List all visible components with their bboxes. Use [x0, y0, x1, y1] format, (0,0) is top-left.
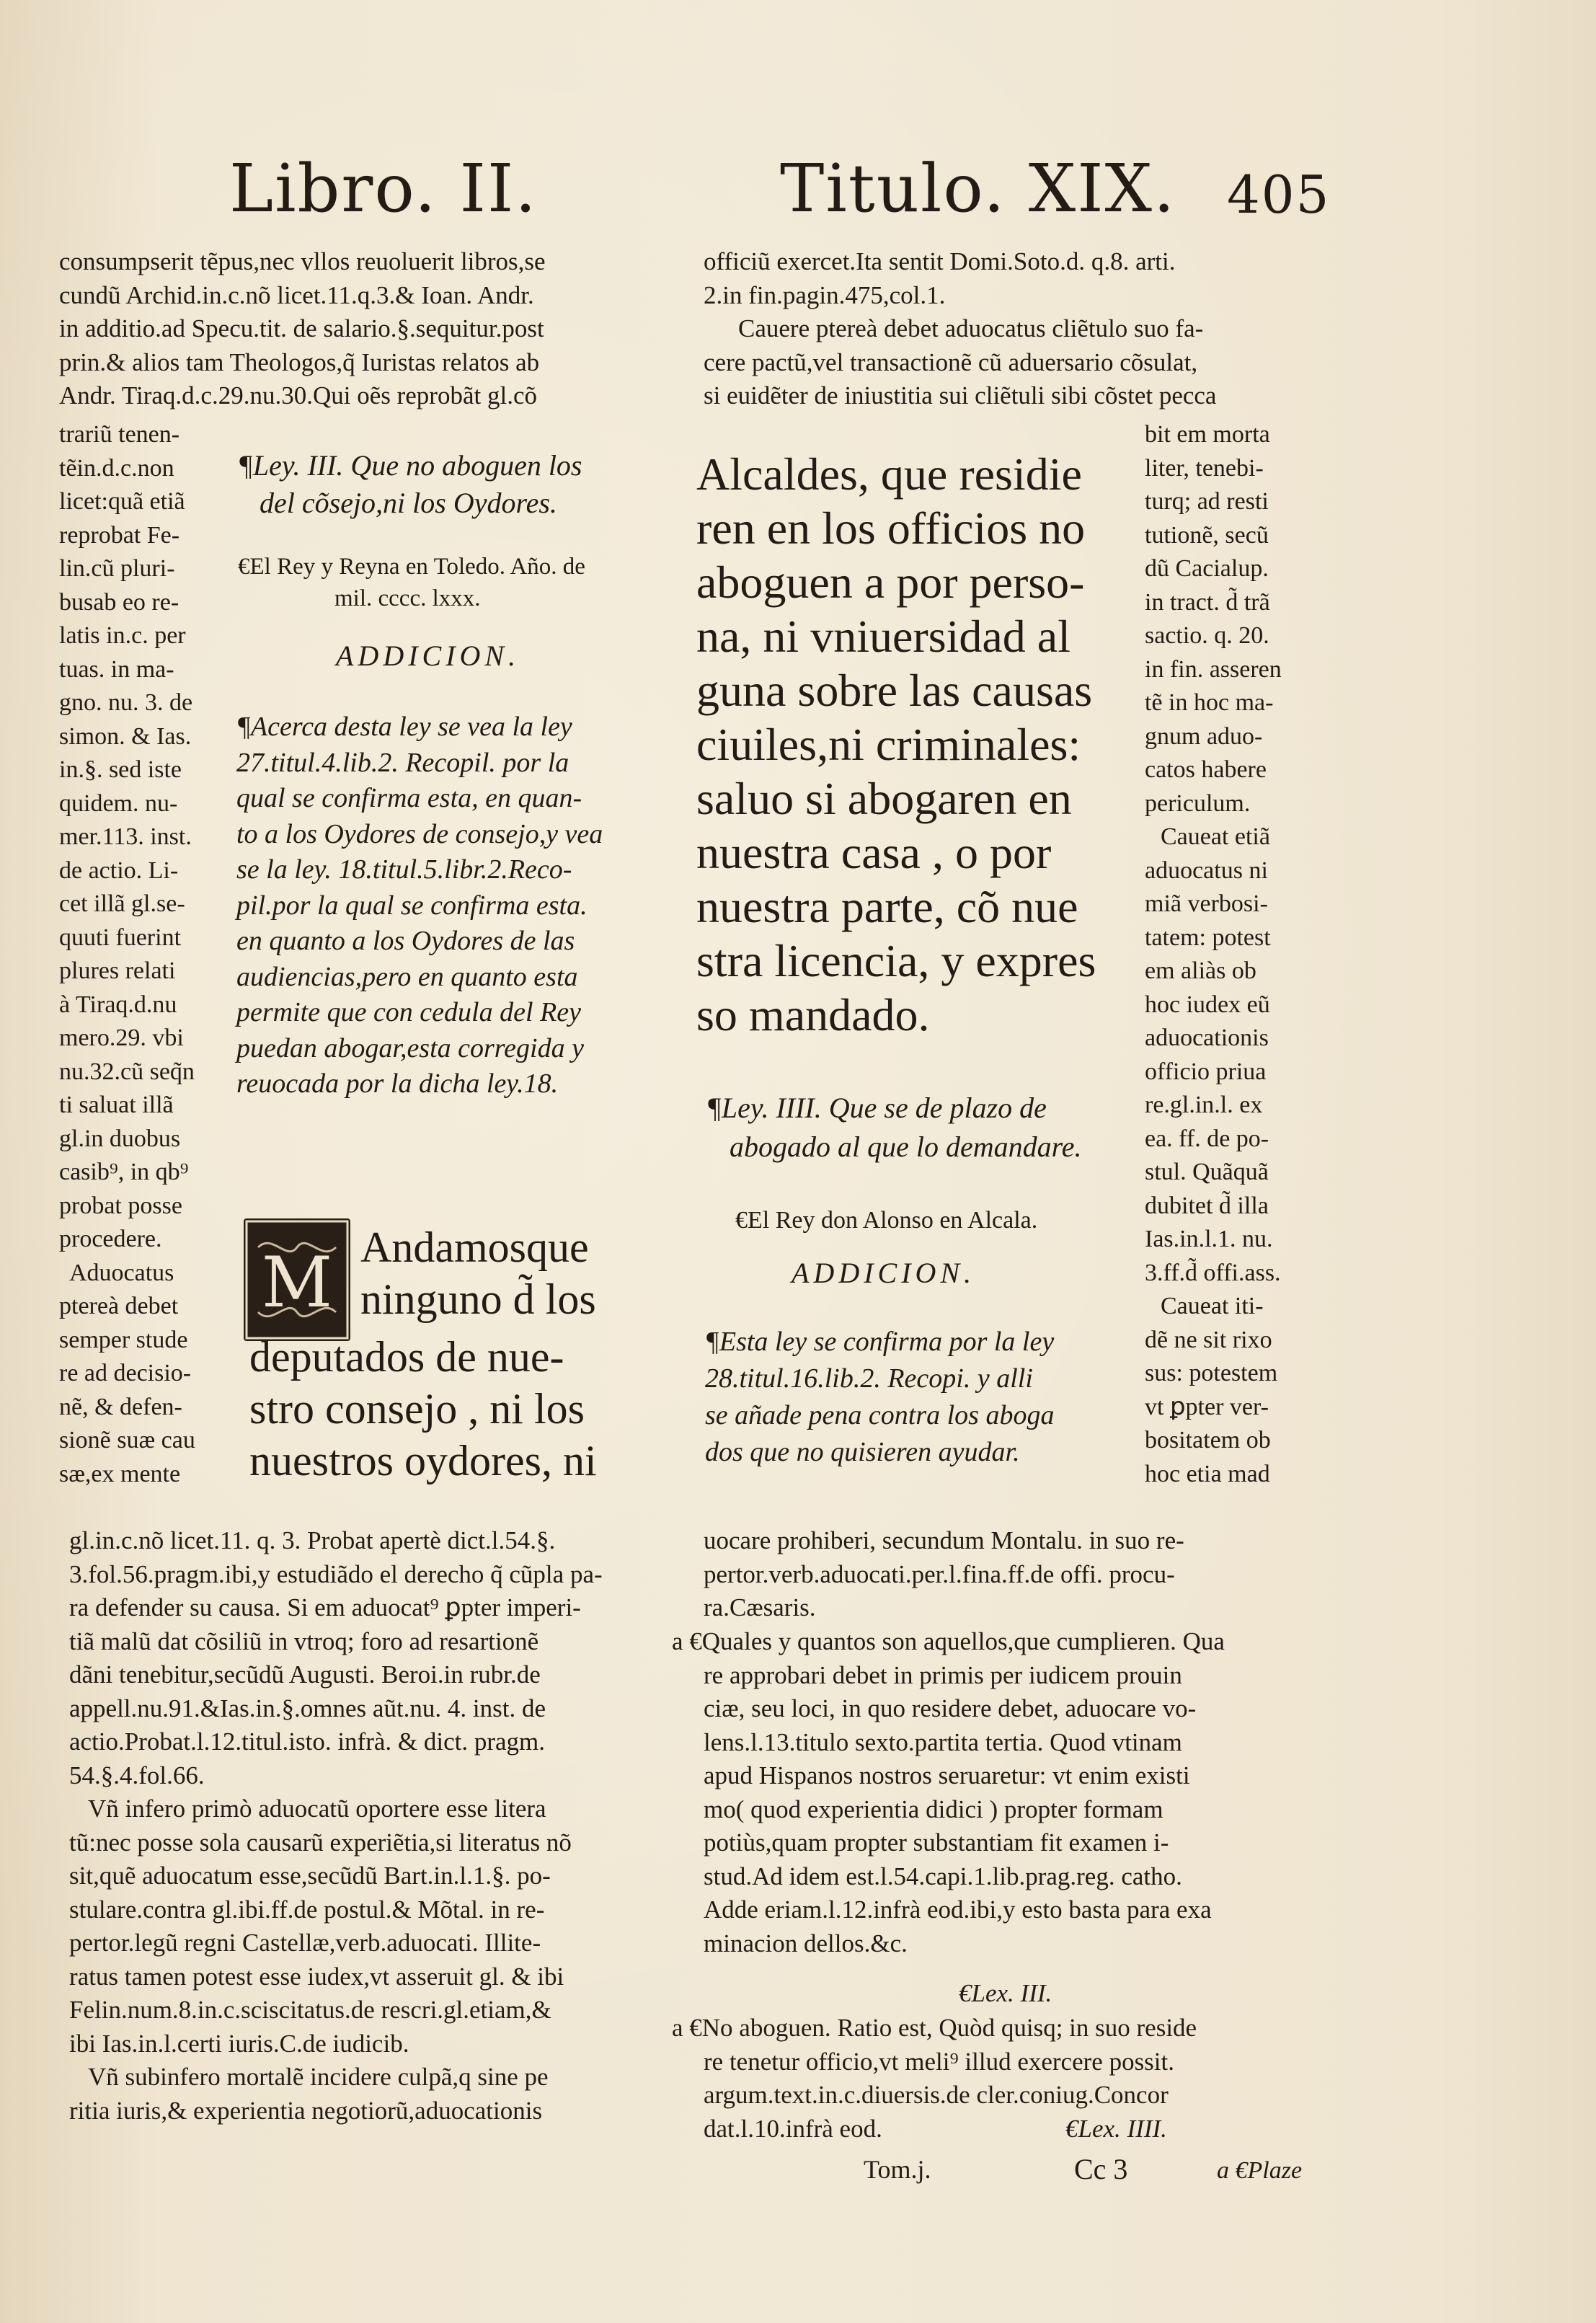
ley-4-source: €El Rey don Alonso en Alcala. [735, 1207, 1038, 1234]
gloss-line: reprobat Fe- [59, 521, 180, 549]
stray-mark [1032, 1058, 1039, 1071]
gloss-line: vt ꝑpter ver- [1145, 1393, 1269, 1420]
gloss-line: Vñ subinfero mortalẽ incidere culpã,q sine pe [88, 2063, 549, 2091]
signature-mark: Cc 3 [1074, 2153, 1128, 2185]
gloss-line: miã verbosi- [1145, 890, 1268, 917]
footnote-line: mo( quod experientia didici ) propter formam [704, 1795, 1163, 1823]
gloss-line: Andr. Tiraq.d.c.29.nu.30.Qui oẽs reprobãt gl.cõ [59, 381, 537, 410]
law-line: na, ni vniuersidad al [696, 611, 1070, 662]
gloss-line: aduocationis [1145, 1025, 1269, 1051]
right-margin-gloss [1145, 418, 1332, 1491]
addicion-line: permite que con cedula del Rey [236, 997, 581, 1027]
gloss-line: pertor.verb.aduocati.per.l.fina.ff.de offi. procu- [704, 1559, 1175, 1588]
gloss-line: gl.in duobus [59, 1125, 181, 1152]
gloss-line: tatem: potest [1145, 924, 1271, 951]
gloss-line: procedere. [59, 1226, 162, 1252]
gloss-line: Cauere ptereà debet aduocatus cliẽtulo suo fa- [738, 314, 1204, 342]
gloss-line: 3.ff.d̃ offi.ass. [1145, 1259, 1281, 1286]
addicion-line: ¶Esta ley se confirma por la ley [705, 1327, 1055, 1357]
gloss-line: gnum aduo- [1145, 722, 1263, 750]
gloss-line: Vñ infero primò aduocatũ oportere esse litera [88, 1795, 546, 1823]
addicion-line: dos que no quisieren ayudar. [705, 1437, 1020, 1467]
law-line: Alcaldes, que residie [696, 448, 1082, 500]
gloss-line: ibi Ias.in.l.certi iuris.C.de iudicib. [69, 2029, 409, 2058]
gloss-line: cet illã gl.se- [59, 890, 185, 917]
addicion-text-right [705, 1324, 1138, 1471]
page-number: 405 [1227, 164, 1331, 225]
gloss-line: quidem. nu- [59, 789, 178, 817]
gloss-line: Aduocatus [69, 1259, 174, 1286]
gloss-line: nẽ, & defen- [59, 1393, 182, 1420]
addicion-line: ¶Acerca desta ley se vea la ley [236, 712, 572, 742]
ley-4-rubric [706, 1089, 1139, 1167]
volume-mark: Tom.j. [864, 2155, 931, 2184]
gloss-line: ritia iuris,& experientia negotiorũ,aduocationis [69, 2096, 543, 2125]
addicion-heading-right: ADDICION. [792, 1257, 976, 1289]
gloss-line: gno. nu. 3. de [59, 689, 193, 716]
gloss-line: ra defender su causa. Si em aduocat⁹ ꝑpter imperi- [69, 1593, 581, 1621]
footnote-line: potiùs,quam propter substantiam fit examen i- [704, 1828, 1169, 1857]
lex-3-label: €Lex. III. [959, 1979, 1052, 2007]
gloss-line: sactio. q. 20. [1145, 622, 1269, 649]
footnote-line: apud Hispanos nostros seruaretur: vt enim existi [704, 1761, 1190, 1789]
law-text-right [696, 447, 1143, 1042]
gloss-line: ti saluat illã [59, 1092, 174, 1118]
gloss-line: mero.29. vbi [59, 1025, 184, 1051]
footnote-line: ciæ, seu loci, in quo residere debet, aduocare vo- [704, 1694, 1197, 1722]
addicion-line: to a los Oydores de consejo,y vea [236, 818, 603, 849]
law-line: nuestros oydores, ni [249, 1437, 597, 1484]
law-line: so mandado. [696, 989, 930, 1040]
gloss-line: semper stude [59, 1326, 188, 1353]
gloss-line: gl.in.c.nõ licet.11. q. 3. Probat apertè dict.l.54.§. [69, 1526, 556, 1554]
running-header-book: Libro. II. [229, 150, 538, 227]
gloss-line: casib⁹, in qb⁹ [59, 1159, 189, 1185]
law-line: aboguen a por perso- [696, 557, 1085, 608]
gloss-line: sus: potestem [1145, 1360, 1278, 1386]
gloss-line: periculum. [1145, 789, 1251, 817]
gloss-line: bit em morta [1145, 421, 1270, 448]
law-line: ren en los officios no [696, 503, 1086, 554]
gloss-line: trariũ tenen- [59, 421, 180, 448]
addicion-line: pil.por la qual se confirma esta. [236, 890, 588, 921]
gloss-line: si euidẽter de iniustitia sui cliẽtuli sibi cõstet pecca [704, 381, 1217, 410]
gloss-line: 3.fol.56.pragm.ibi,y estudiãdo el derecho q̃ cũpla pa- [69, 1559, 603, 1588]
gloss-line: consumpserit tẽpus,nec vllos reuoluerit libros,se [59, 247, 546, 275]
gloss-line: pertor.legũ regni Castellæ,verb.aduocati. Illite- [69, 1929, 541, 1957]
gloss-line: à Tiraq.d.nu [59, 991, 177, 1018]
right-gloss-bottom [704, 1524, 1338, 1625]
decorated-initial-m [244, 1218, 350, 1341]
gloss-line: tuas. in ma- [59, 655, 174, 683]
gloss-line: lin.cũ pluri- [59, 555, 175, 582]
footnote-line: Adde eriam.l.12.infrà eod.ibi,y esto basta para exa [704, 1895, 1212, 1924]
gloss-line: Caueat etiã [1161, 823, 1270, 850]
footnote-line: lens.l.13.titulo sexto.partita tertia. Quod vtinam [704, 1727, 1182, 1756]
gloss-line: 54.§.4.fol.66. [69, 1761, 205, 1789]
gloss-line: busab eo re- [59, 588, 179, 616]
addicion-line: puedan abogar,esta corregida y [236, 1032, 584, 1063]
gloss-line: ratus tamen potest esse iudex,vt asseruit gl. & ibi [69, 1962, 564, 1991]
law-text-left [249, 1331, 668, 1487]
gloss-line: aduocatus ni [1145, 857, 1268, 884]
law-line: stra licencia, y expres [696, 935, 1096, 986]
running-header-title: Titulo. XIX. [780, 150, 1176, 227]
footnote-a-quales [672, 1625, 1335, 1960]
gloss-line: licet:quã etiã [59, 488, 185, 515]
addicion-line: 28.titul.16.lib.2. Recopi. y alli [705, 1363, 1033, 1394]
gloss-line: ptereà debet [59, 1293, 179, 1319]
left-margin-gloss [59, 418, 225, 1491]
gloss-line: bositatem ob [1145, 1427, 1271, 1453]
gloss-line: officiũ exercet.Ita sentit Domi.Soto.d. q.8. arti. [704, 247, 1176, 275]
law-line: deputados de nue- [249, 1333, 564, 1381]
gloss-line: sit,quẽ aduocatum esse,secũdũ Bart.in.l.1.§. po- [69, 1862, 551, 1890]
gloss-line: stulare.contra gl.ibi.ff.de postul.& Mõtal. in re- [69, 1895, 545, 1924]
addicion-line: se la ley. 18.titul.5.libr.2.Reco- [236, 854, 572, 885]
gloss-line: prin.& alios tam Theologos,q̃ Iuristas relatos ab [59, 348, 540, 376]
gloss-line: actio.Probat.l.12.titul.isto. infrà. & dict. pragm. [69, 1727, 546, 1756]
gloss-line: tutionẽ, secũ [1145, 521, 1269, 549]
gloss-line: dubitet d̃ illa [1145, 1192, 1269, 1219]
addicion-heading: ADDICION. [336, 640, 520, 672]
gloss-line: Felin.num.8.in.c.sciscitatus.de rescri.gl.etiam,& [69, 1996, 551, 2024]
gloss-line: probat posse [59, 1192, 182, 1219]
gloss-line: quuti fuerint [59, 924, 182, 951]
footnote-line: dat.l.10.infrà eod. [704, 2114, 882, 2143]
gloss-line: mer.113. inst. [59, 823, 192, 850]
gloss-line: tiã malũ dat cõsiliũ in vtroq; foro ad resartionẽ [69, 1627, 539, 1655]
gloss-line: sionẽ suæ cau [59, 1427, 195, 1453]
addicion-line: reuocada por la dicha ley.18. [236, 1068, 559, 1099]
law-line: nuestra casa , o por [696, 827, 1052, 878]
footnote-line: re approbari debet in primis per iudicem prouin [704, 1660, 1182, 1689]
gloss-line: appell.nu.91.&Ias.in.§.omnes aũt.nu. 4. inst. de [69, 1694, 546, 1722]
law-line: saluo si abogaren en [696, 773, 1072, 824]
gloss-line: ra.Cæsaris. [704, 1593, 816, 1621]
gloss-line: liter, tenebi- [1145, 454, 1264, 482]
addicion-line: audiencias,pero en quanto esta [236, 961, 578, 992]
gloss-line: dũ Cacialup. [1145, 555, 1269, 582]
rubric-line: abogado al que lo demandare. [730, 1130, 1082, 1163]
footnote-line: stud.Ad idem est.l.54.capi.1.lib.prag.reg. catho. [704, 1862, 1182, 1890]
ley-3-rubric [238, 447, 656, 522]
law-line: Andamosque [360, 1224, 589, 1271]
gloss-line: 2.in fin.pagin.475,col.1. [704, 280, 946, 309]
gloss-line: cundũ Archid.in.c.nõ licet.11.q.3.& Ioan. Andr. [59, 280, 534, 309]
footnote-a-no-aboguen [672, 2012, 1335, 2146]
gloss-line: simon. & Ias. [59, 722, 192, 750]
rubric-line: del cõsejo,ni los Oydores. [260, 487, 557, 519]
svg-text:M: M [261, 1242, 333, 1323]
gloss-line: hoc etia mad [1145, 1460, 1270, 1487]
gloss-line: tũ:nec posse sola causarũ experiẽtia,si literatus nõ [69, 1828, 572, 1857]
catchword: a €Plaze [1217, 2157, 1303, 2184]
gloss-line: in additio.ad Specu.tit. de salario.§.sequitur.post [59, 314, 544, 342]
gloss-line: nu.32.cũ seq̃n [59, 1058, 195, 1085]
addicion-line: 27.titul.4.lib.2. Recopil. por la [236, 747, 569, 778]
left-gloss-bottom [69, 1524, 660, 2128]
gloss-line: Caueat iti- [1161, 1293, 1264, 1319]
gloss-line: de actio. Li- [59, 857, 179, 884]
gloss-line: em aliàs ob [1145, 957, 1256, 984]
gloss-line: dãni tenebitur,secũdũ Augusti. Beroi.in rubr.de [69, 1660, 541, 1689]
law-text-left-head [360, 1221, 663, 1325]
source-line: €El Rey y Reyna en Toledo. Año. de [238, 554, 585, 580]
law-line: stro consejo , ni los [249, 1385, 585, 1433]
addicion-text [236, 709, 655, 1102]
gloss-line: turq; ad resti [1145, 488, 1269, 515]
law-line: guna sobre las causas [696, 665, 1093, 716]
left-gloss-top [59, 245, 650, 413]
law-line: ninguno d̃ los [360, 1275, 596, 1323]
ley-3-source [238, 551, 656, 614]
gloss-line: in fin. asseren [1145, 655, 1282, 683]
gloss-line: hoc iudex eũ [1145, 991, 1270, 1018]
gloss-line: officio priua [1145, 1058, 1267, 1085]
rubric-line: ¶Ley. IIII. Que se de plazo de [706, 1092, 1047, 1124]
law-line: nuestra parte, cõ nue [696, 881, 1078, 932]
gloss-line: catos habere [1145, 756, 1267, 783]
gloss-line: re ad decisio- [59, 1360, 192, 1386]
footnote-line: minacion dellos.&c. [704, 1929, 908, 1957]
footnote-line: a €No aboguen. Ratio est, Quòd quisq; in suo reside [672, 2014, 1197, 2042]
gloss-line: tẽ in hoc ma- [1145, 689, 1274, 716]
footnote-line: a €Quales y quantos son aquellos,que cumplieren. Qua [672, 1627, 1225, 1655]
gloss-line: latis in.c. per [59, 622, 186, 649]
law-line: ciuiles,ni criminales: [696, 719, 1081, 770]
gloss-line: dẽ ne sit rixo [1145, 1326, 1272, 1353]
source-line: mil. cccc. lxxx. [334, 585, 481, 611]
gloss-line: in.§. sed iste [59, 756, 182, 783]
gloss-line: uocare prohiberi, secundum Montalu. in suo re- [704, 1526, 1184, 1554]
footnote-line: argum.text.in.c.diuersis.de cler.coniug.Concor [704, 2081, 1169, 2109]
gloss-line: Ias.in.l.1. nu. [1145, 1226, 1273, 1252]
footnote-line: re tenetur officio,vt meli⁹ illud exercere possit. [704, 2047, 1175, 2076]
gloss-line: ea. ff. de po- [1145, 1125, 1269, 1152]
addicion-line: se añade pena contra los aboga [705, 1400, 1055, 1430]
gloss-line: stul. Quãquã [1145, 1159, 1269, 1185]
gloss-line: in tract. d̃ trã [1145, 588, 1270, 616]
rubric-line: ¶Ley. III. Que no aboguen los [238, 449, 582, 482]
addicion-line: en quanto a los Oydores de las [236, 926, 575, 956]
lex-4-label: €Lex. IIII. [1065, 2115, 1167, 2143]
gloss-line: re.gl.in.l. ex [1145, 1092, 1263, 1118]
right-gloss-top [704, 245, 1338, 413]
gloss-line: plures relati [59, 957, 176, 984]
gloss-line: cere pactũ,vel transactionẽ cũ aduersario cõsulat, [704, 348, 1198, 376]
gloss-line: sæ,ex mente [59, 1460, 181, 1487]
addicion-line: qual se confirma esta, en quan- [236, 783, 582, 813]
gloss-line: tẽin.d.c.non [59, 454, 174, 482]
